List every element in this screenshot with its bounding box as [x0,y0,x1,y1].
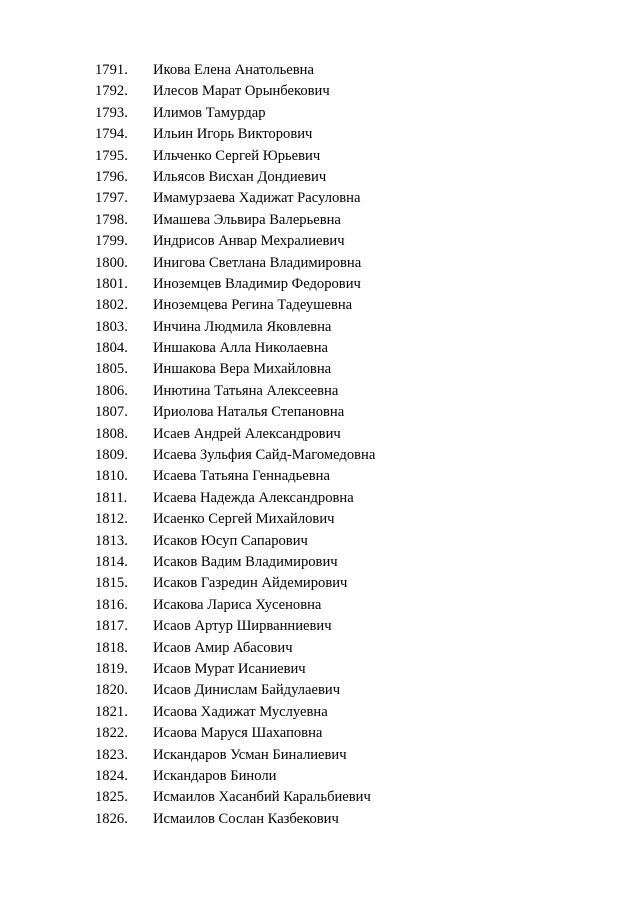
entry-number: 1804. [95,340,128,357]
entry-full-name: Исаов Амир Абасович [153,639,293,656]
entry-number: 1802. [95,297,128,314]
entry-number: 1791. [95,62,128,78]
name-list [95,60,375,830]
list-item [95,295,375,316]
entry-number: 1813. [95,532,128,549]
list-item [95,274,375,295]
list-item [95,638,375,659]
entry-full-name: Имамурзаева Хадижат Расуловна [153,190,361,207]
list-item [95,402,375,423]
list-item [95,509,375,530]
list-item [95,616,375,637]
entry-full-name: Иноземцева Регина Тадеушевна [153,297,353,314]
entry-number: 1797. [95,190,128,207]
entry-full-name: Исаев Андрей Александрович [153,425,341,442]
entry-number: 1816. [95,596,128,613]
list-item [95,659,375,680]
list-item [95,124,375,145]
entry-number: 1811. [95,489,128,506]
entry-full-name: Исаов Динислам Байдулаевич [153,682,341,699]
entry-full-name: Исмаилов Сослан Казбекович [153,810,339,827]
entry-full-name: Исаов Мурат Исаниевич [153,660,306,677]
list-item [95,167,375,188]
list-item [95,359,375,380]
list-item [95,445,375,466]
entry-number: 1803. [95,318,128,335]
entry-number: 1792. [95,83,128,100]
entry-full-name: Илимов Тамурдар [153,104,266,121]
entry-full-name: Инчина Людмила Яковлевна [153,318,332,335]
list-item [95,338,375,359]
entry-number: 1800. [95,254,128,271]
list-item [95,787,375,808]
list-item [95,745,375,766]
entry-number: 1799. [95,233,128,250]
entry-number: 1809. [95,447,128,464]
entry-number: 1794. [95,126,128,143]
entry-number: 1826. [95,810,128,827]
entry-full-name: Имашева Эльвира Валерьевна [153,211,341,228]
entry-full-name: Индрисов Анвар Мехралиевич [153,233,345,250]
list-item [95,552,375,573]
entry-number: 1825. [95,789,128,806]
entry-full-name: Искандаров Усман Биналиевич [153,746,347,763]
entry-full-name: Ильченко Сергей Юрьевич [153,147,321,164]
list-item [95,466,375,487]
entry-number: 1801. [95,275,128,292]
entry-full-name: Исаева Зульфия Сайд-Магомедовна [153,447,376,464]
list-item [95,723,375,744]
entry-number: 1820. [95,682,128,699]
entry-full-name: Исаова Хадижат Муслуевна [153,703,328,720]
entry-full-name: Искандаров Биноли [153,767,277,784]
list-item [95,60,375,81]
entry-full-name: Ильясов Висхан Дондиевич [153,168,327,185]
entry-number: 1818. [95,639,128,656]
entry-full-name: Исакова Лариса Хусеновна [153,596,322,613]
entry-full-name: Исаков Газредин Айдемирович [153,575,348,592]
list-item [95,381,375,402]
list-item [95,210,375,231]
list-item [95,595,375,616]
entry-full-name: Исаков Вадим Владимирович [153,553,338,570]
entry-full-name: Исаков Юсуп Сапарович [153,532,308,549]
entry-number: 1796. [95,168,128,185]
entry-full-name: Илесов Марат Орынбекович [153,83,330,100]
entry-number: 1822. [95,725,128,742]
list-item [95,680,375,701]
entry-number: 1807. [95,404,128,421]
entry-full-name: Иншакова Алла Николаевна [153,340,328,357]
entry-full-name: Исаов Артур Ширванниевич [153,618,332,635]
list-item [95,573,375,594]
entry-number: 1805. [95,361,128,378]
entry-number: 1795. [95,147,128,164]
entry-number: 1810. [95,468,128,485]
entry-full-name: Иншакова Вера Михайловна [153,361,332,378]
entry-number: 1824. [95,767,128,784]
entry-full-name: Ириолова Наталья Степановна [153,404,345,421]
entry-full-name: Инютина Татьяна Алексеевна [153,382,339,399]
list-item [95,424,375,445]
entry-full-name: Исаова Маруся Шахаповна [153,725,323,742]
list-item [95,231,375,252]
entry-full-name: Иноземцев Владимир Федорович [153,275,361,292]
list-item [95,531,375,552]
list-item [95,146,375,167]
entry-number: 1823. [95,746,128,763]
entry-number: 1815. [95,575,128,592]
entry-number: 1808. [95,425,128,442]
list-item [95,188,375,209]
entry-number: 1798. [95,211,128,228]
list-item [95,253,375,274]
entry-number: 1814. [95,553,128,570]
entry-number: 1817. [95,618,128,635]
entry-full-name: Исаева Надежда Александровна [153,489,354,506]
list-item [95,702,375,723]
entry-full-name: Инигова Светлана Владимировна [153,254,362,271]
entry-number: 1812. [95,511,128,528]
entry-full-name: Исаенко Сергей Михайлович [153,511,335,528]
entry-number: 1806. [95,382,128,399]
list-item [95,317,375,338]
list-item [95,81,375,102]
entry-full-name: Исмаилов Хасанбий Каральбиевич [153,789,371,806]
list-item [95,488,375,509]
entry-full-name: Исаева Татьяна Геннадьевна [153,468,330,485]
list-item [95,809,375,830]
entry-full-name: Икова Елена Анатольевна [153,62,314,78]
entry-number: 1793. [95,104,128,121]
list-item [95,103,375,124]
entry-number: 1819. [95,660,128,677]
entry-number: 1821. [95,703,128,720]
entry-full-name: Ильин Игорь Викторович [153,126,313,143]
list-item [95,766,375,787]
